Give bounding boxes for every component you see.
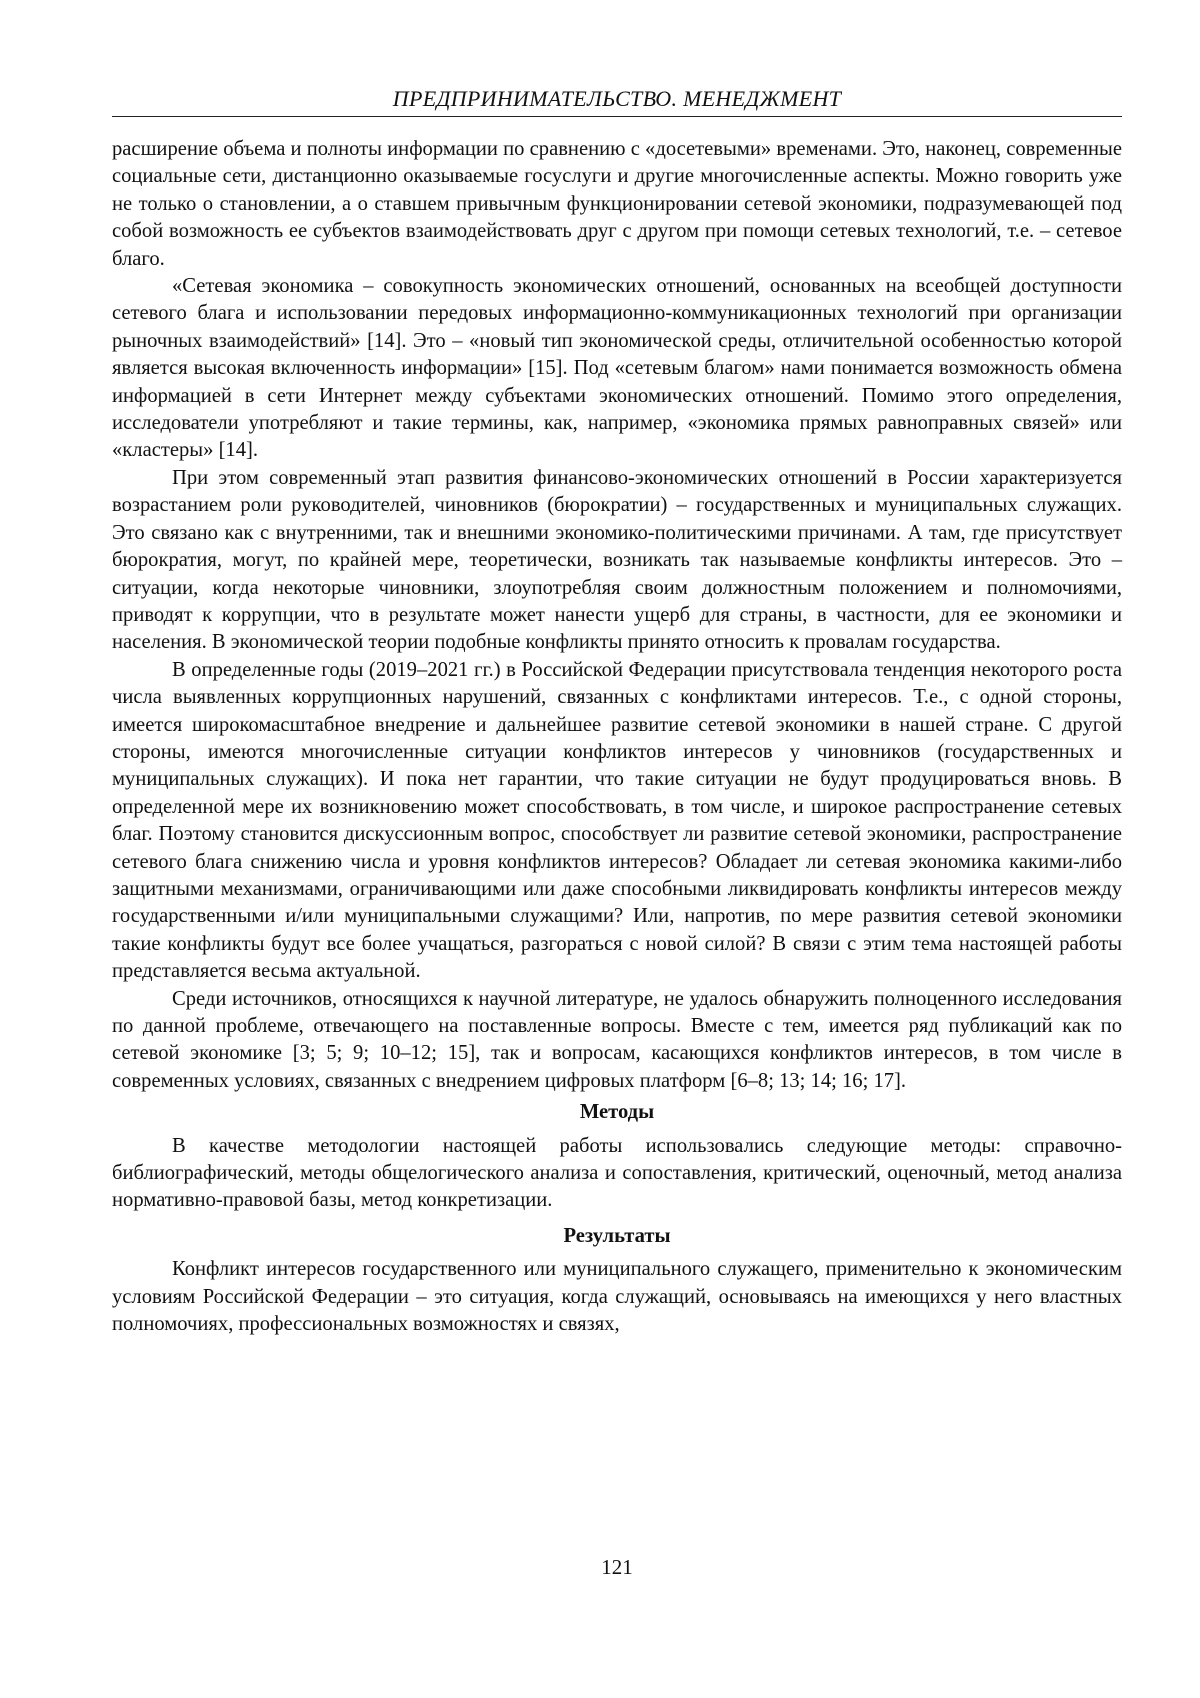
paragraph-2: «Сетевая экономика – совокупность экономических отношений, основанных на всеобщей доступности сетевого блага и использовании передовых информационно-коммуникационных технологий при организации рыночных взаимодействий» [14]. Это – «новый тип экономиче­ской среды, отличительной особенностью которой является высокая включенность информа­ции» [15]. Под «сетевым благом» нами понимается возможность обмена информацией в сети Интернет между субъектами экономических отношений. Помимо этого определения, исследо­ватели употребляют и такие термины, как, например, «экономика прямых равноправных свя­зей» или «кластеры» [14].: [112, 273, 1122, 465]
results-paragraph: Конфликт интересов государственного или муниципального служащего, применительно к экономическим условиям Российской Федерации – это ситуация, когда служащий, основываясь на имеющихся у него властных полномочиях, профессиональных возможностях и связях,: [112, 1256, 1122, 1338]
paragraph-4: В определенные годы (2019–2021 гг.) в Российской Федерации присутствовала тенденция некоторого роста числа выявленных коррупционных нарушений, связанных с конфликтами ин­тересов. Т.е., с одной стороны, имеется широкомасштабное внедрение и дальнейшее развитие сетевой экономики в нашей стране. С другой стороны, имеются многочисленные ситуации конфликтов интересов у чиновников (государственных и муниципальных служащих). И пока нет гарантии, что такие ситуации не будут продуцироваться вновь. В определенной мере их возникновению может способствовать, в том числе, и широкое распространение сетевых благ. Поэтому становится дискуссионным вопрос, способствует ли развитие сетевой экономики, рас­пространение сетевого блага снижению числа и уровня конфликтов интересов? Обладает ли се­тевая экономика какими-либо защитными механизмами, ограничивающими или даже способ­ными ликвидировать конфликты интересов между государственными и/или муниципальными служащими? Или, напротив, по мере развития сетевой экономики такие конфликты будут все более учащаться, разгораться с новой силой? В связи с этим тема настоящей работы представ­ляется весьма актуальной.: [112, 657, 1122, 986]
paragraph-3: При этом современный этап развития финансово-экономических отношений в России ха­рактеризуется возрастанием роли руководителей, чиновников (бюрократии) – государственных и муниципальных служащих. Это связано как с внутренними, так и внешними экономико-политическими причинами. А там, где присутствует бюрократия, могут, по крайней мере, тео­ретически, возникать так называемые конфликты интересов. Это – ситуации, когда некоторые чиновники, злоупотребляя своим должностным положением и полномочиями, приводят к кор­рупции, что в результате может нанести ущерб для страны, в частности, для ее экономики и населения. В экономической теории подобные конфликты принято относить к провалам госу­дарства.: [112, 465, 1122, 657]
header-rule: [112, 116, 1122, 117]
journal-page: [0, 0, 1200, 1698]
results-heading: Результаты: [112, 1223, 1122, 1250]
paragraph-1: расширение объема и полноты информации по сравнению с «досетевыми» временами. Это, наконец, современные социальные сети, дистанционно оказываемые госуслуги и другие много­численные аспекты. Можно говорить уже не только о становлении, а о ставшем привычным функционировании сетевой экономики, подразумевающей под собой возможность ее субъектов взаимодействовать друг с другом при помощи сетевых технологий, т.е. – сетевое благо.: [112, 136, 1122, 273]
paragraph-5: Среди источников, относящихся к научной литературе, не удалось обнаружить полноцен­ного исследования по данной проблеме, отвечающего на поставленные вопросы. Вместе с тем, имеется ряд публикаций как по сетевой экономике [3; 5; 9; 10–12; 15], так и вопросам, касаю­щихся конфликтов интересов, в том числе в современных условиях, связанных с внедрением цифровых платформ [6–8; 13; 14; 16; 17].: [112, 986, 1122, 1096]
methods-paragraph: В качестве методологии настоящей работы использовались следующие методы: справоч­но-библиографический, методы общелогического анализа и сопоставления, критический, оце­ночный, метод анализа нормативно-правовой базы, метод конкретизации.: [112, 1133, 1122, 1215]
methods-heading: Методы: [112, 1099, 1122, 1126]
page-number: 121: [112, 1554, 1122, 1580]
running-header: ПРЕДПРИНИМАТЕЛЬСТВО. МЕНЕДЖМЕНТ: [112, 86, 1122, 112]
article-body: [112, 136, 1122, 1338]
